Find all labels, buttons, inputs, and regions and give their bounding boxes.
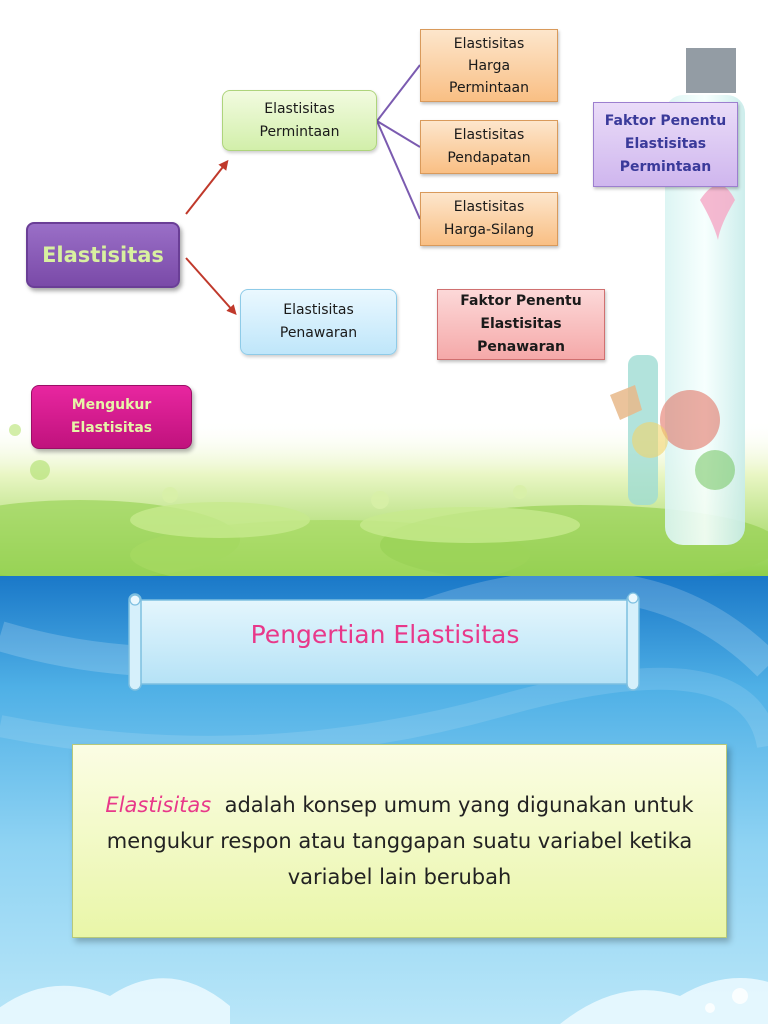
title-scroll-banner — [127, 590, 643, 694]
definition-slide — [0, 576, 768, 1024]
node-line: Elastisitas — [480, 316, 562, 332]
slide-title: Pengertian Elastisitas — [250, 620, 520, 649]
elastisitas-harga-permintaan-node — [420, 29, 558, 102]
node-line: Elastisitas — [453, 127, 525, 143]
elastisitas-root-node — [26, 222, 180, 288]
node-line: Pendapatan — [447, 150, 531, 166]
node-line: Elastisitas — [453, 199, 525, 215]
arrow-to-penawaran — [186, 258, 234, 312]
node-line: Penawaran — [477, 339, 565, 355]
elastisitas-penawaran-node — [240, 289, 397, 355]
mengukur-elastisitas-node — [31, 385, 192, 449]
branch-line-harga — [377, 65, 420, 121]
definition-box — [72, 744, 727, 938]
elastisitas-harga-silang-node — [420, 192, 558, 246]
node-line: Elastisitas — [264, 100, 335, 117]
branch-line-harga-silang — [377, 121, 420, 219]
node-line: Harga-Silang — [443, 222, 535, 238]
node-line: Permintaan — [259, 123, 340, 140]
node-line: Faktor Penentu — [604, 113, 727, 129]
arrow-to-permintaan — [186, 163, 226, 214]
node-line: Elastisitas — [453, 35, 525, 52]
node-line: Penawaran — [279, 325, 358, 341]
node-line: Elastisitas — [283, 302, 354, 318]
node-line: Elastisitas — [624, 136, 707, 152]
definition-text — [91, 787, 708, 895]
faktor-penentu-permintaan-node — [593, 102, 738, 187]
node-line: Mengukur — [71, 397, 152, 413]
elastisitas-pendapatan-node — [420, 120, 558, 174]
node-line: Harga — [467, 57, 511, 74]
faktor-penentu-penawaran-node — [437, 289, 605, 360]
node-line: Elastisitas — [70, 420, 153, 436]
root-label: Elastisitas — [42, 242, 164, 267]
node-line: Permintaan — [619, 159, 712, 175]
elastisitas-permintaan-node — [222, 90, 377, 151]
node-line: Faktor Penentu — [460, 293, 582, 309]
definition-body: adalah konsep umum yang digunakan untuk mengukur respon atau tanggapan suatu variabel ketika variabel lain berubah — [106, 793, 694, 889]
definition-term: Elastisitas — [105, 793, 212, 817]
node-line: Permintaan — [449, 79, 529, 96]
